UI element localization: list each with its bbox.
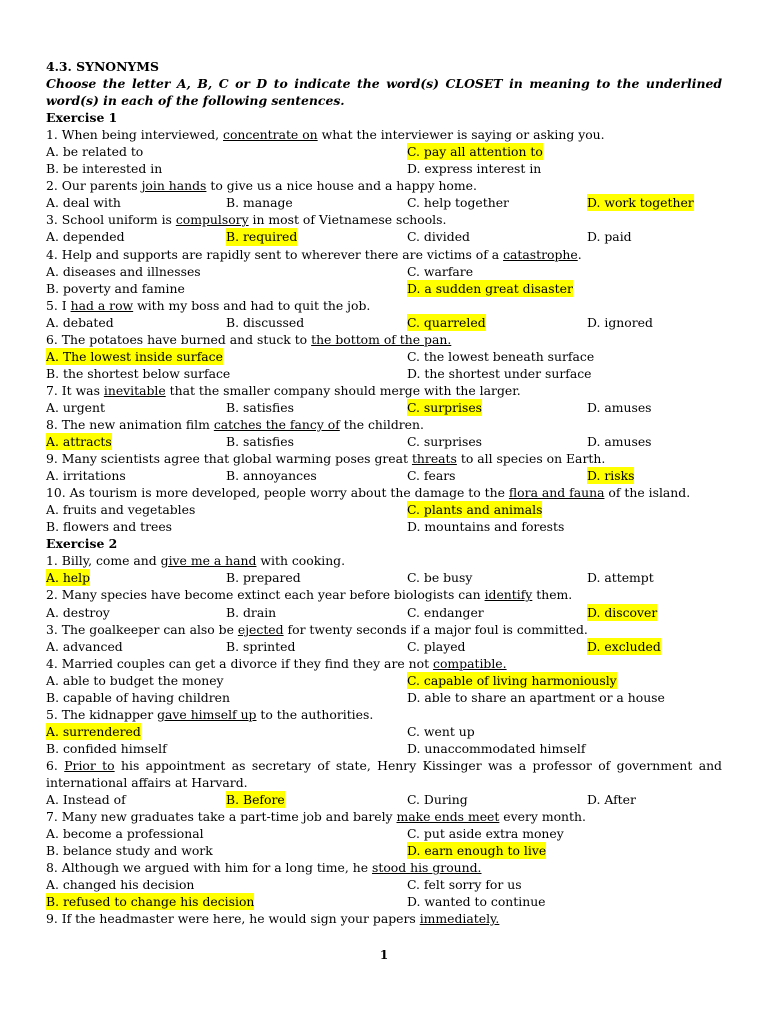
question-text [46, 859, 722, 876]
question-text [46, 416, 722, 433]
answer-option: D. amuses [587, 434, 652, 450]
answer-option: A. fruits and vegetables [46, 502, 196, 518]
answer-option: A. deal with [46, 195, 121, 211]
underlined-phrase: gave himself up [157, 706, 257, 722]
options-row [46, 842, 722, 859]
question-stem: 5. I [46, 297, 71, 313]
document-page [46, 58, 722, 927]
question-stem: 1. When being interviewed, [46, 127, 224, 143]
options-row [46, 791, 722, 808]
answer-option-highlighted: D. a sudden great disaster [407, 280, 573, 296]
answer-option: A. urgent [46, 399, 105, 415]
question-stem: 4. Help and supports are rapidly sent to wherever there are victims of a [46, 246, 504, 262]
options-row [46, 467, 722, 484]
answer-option: B. confided himself [46, 740, 167, 756]
options-row [46, 365, 722, 382]
question-text [46, 621, 722, 638]
question-stem-end: to give us a nice house and a happy home. [206, 178, 477, 194]
question-stem-end: with my boss and had to quit the job. [133, 297, 371, 313]
answer-option: C. help together [407, 195, 509, 211]
answer-option: D. amuses [587, 399, 652, 415]
question-stem: 8. Although we argued with him for a long time, he [46, 860, 372, 876]
options-row [46, 194, 722, 211]
answer-option-highlighted: D. earn enough to live [407, 843, 547, 859]
question-stem: 2. Our parents [46, 178, 142, 194]
underlined-phrase: identify [484, 587, 533, 603]
question-stem: 5. The kidnapper [46, 706, 158, 722]
question-stem: 3. School uniform is [46, 212, 176, 228]
question-stem: 6. The potatoes have burned and stuck to [46, 331, 312, 347]
answer-option: D. mountains and forests [407, 519, 565, 535]
question-stem-end: for twenty seconds if a major foul is committed. [283, 621, 588, 637]
answer-option-highlighted: A. surrendered [46, 723, 141, 739]
question-stem-end: to all species on Earth. [456, 451, 606, 467]
answer-option-highlighted: A. The lowest inside surface [46, 348, 223, 364]
question-text [46, 910, 722, 927]
underlined-phrase: the bottom of the pan. [311, 331, 452, 347]
answer-option: D. express interest in [407, 161, 542, 177]
answer-option-highlighted: B. required [226, 229, 298, 245]
answer-option: D. the shortest under surface [407, 365, 592, 381]
options-row [46, 314, 722, 331]
answer-option: C. be busy [407, 570, 473, 586]
question-stem-end: . [577, 246, 582, 262]
answer-option: B. annoyances [226, 468, 317, 484]
question-stem-end: his appointment as secretary of state, Henry Kissinger was a professor of government and international affairs at Harvard. [46, 757, 722, 790]
section-heading: 4.3. SYNONYMS [46, 59, 159, 74]
answer-option: B. satisfies [226, 399, 294, 415]
question-text [46, 586, 722, 603]
answer-option: A. become a professional [46, 826, 204, 842]
question-stem-end: what the interviewer is saying or asking you. [317, 127, 605, 143]
underlined-phrase: flora and fauna [508, 485, 605, 501]
options-row [46, 280, 722, 297]
answer-option: D. ignored [587, 314, 653, 330]
answer-option-highlighted: D. risks [587, 468, 635, 484]
question-stem: 7. It was [46, 382, 104, 398]
underlined-phrase: catches the fancy of [213, 416, 340, 432]
question-stem: 1. Billy, come and [46, 553, 161, 569]
answer-option: B. sprinted [226, 638, 296, 654]
answer-option-highlighted: D. discover [587, 604, 658, 620]
options-row [46, 228, 722, 245]
options-row [46, 433, 722, 450]
answer-option-highlighted: D. work together [587, 195, 694, 211]
question-text [46, 331, 722, 348]
exercise-title: Exercise 1 [46, 110, 118, 126]
question-text [46, 246, 722, 263]
question-text [46, 484, 722, 501]
answer-option-highlighted: A. attracts [46, 434, 112, 450]
question-stem: 3. The goalkeeper can also be [46, 621, 238, 637]
instruction-text: Choose the letter A, B, C or D to indicate the word(s) CLOSET in meaning to the underlined word(s) in each of the following sentences. [46, 76, 722, 109]
answer-option-highlighted: C. quarreled [407, 314, 486, 330]
question-stem: 9. Many scientists agree that global warming poses great [46, 451, 412, 467]
underlined-phrase: ejected [237, 621, 284, 637]
answer-option: C. surprises [407, 434, 483, 450]
answer-option: C. endanger [407, 604, 484, 620]
answer-option: A. advanced [46, 638, 123, 654]
options-row [46, 501, 722, 518]
options-row [46, 160, 722, 177]
answer-option: B. capable of having children [46, 689, 230, 705]
question-stem-end: in most of Vietnamese schools. [248, 212, 447, 228]
answer-option: D. After [587, 792, 636, 808]
answer-option: C. fears [407, 468, 456, 484]
answer-option: D. unaccommodated himself [407, 740, 586, 756]
answer-option: B. satisfies [226, 434, 294, 450]
underlined-phrase: compatible. [433, 655, 507, 671]
underlined-phrase: give me a hand [160, 553, 257, 569]
answer-option: D. attempt [587, 570, 654, 586]
answer-option: C. put aside extra money [407, 826, 564, 842]
underlined-phrase: had a row [70, 297, 134, 313]
underlined-phrase: catastrophe [503, 246, 578, 262]
underlined-phrase: immediately. [419, 911, 500, 927]
answer-option: D. able to share an apartment or a house [407, 689, 665, 705]
question-text [46, 450, 722, 467]
options-row [46, 348, 722, 365]
question-stem-end: the children. [339, 416, 424, 432]
answer-option: A. changed his decision [46, 877, 195, 893]
question-text [46, 655, 722, 672]
question-stem: 6. [46, 757, 65, 773]
question-stem: 10. As tourism is more developed, people worry about the damage to the [46, 485, 509, 501]
answer-option: B. manage [226, 195, 293, 211]
question-stem: 8. The new animation film [46, 416, 214, 432]
question-text [46, 297, 722, 314]
answer-option: D. wanted to continue [407, 894, 546, 910]
answer-option-highlighted: C. surprises [407, 399, 483, 415]
answer-option-highlighted: B. Before [226, 792, 285, 808]
question-text [46, 126, 722, 143]
answer-option: A. irritations [46, 468, 126, 484]
question-text [46, 177, 722, 194]
underlined-phrase: make ends meet [396, 809, 500, 825]
question-stem-end: every month. [499, 809, 586, 825]
answer-option: C. felt sorry for us [407, 877, 522, 893]
underlined-phrase: stood his ground. [371, 860, 482, 876]
underlined-phrase: compulsory [175, 212, 249, 228]
exercise-list [46, 109, 722, 927]
question-text [46, 706, 722, 723]
options-row [46, 143, 722, 160]
question-text [46, 808, 722, 825]
options-row [46, 689, 722, 706]
underlined-phrase: threats [411, 451, 457, 467]
options-row [46, 638, 722, 655]
page-number: 1 [379, 948, 389, 962]
answer-option: A. able to budget the money [46, 672, 224, 688]
question-stem-end: with cooking. [256, 553, 346, 569]
answer-option: D. paid [587, 229, 632, 245]
underlined-phrase: join hands [141, 178, 207, 194]
question-text [46, 382, 722, 399]
question-text [46, 552, 722, 569]
answer-option: B. belance study and work [46, 843, 213, 859]
answer-option-highlighted: C. plants and animals [407, 502, 543, 518]
options-row [46, 263, 722, 280]
answer-option: C. During [407, 792, 468, 808]
underlined-phrase: inevitable [103, 382, 166, 398]
options-row [46, 825, 722, 842]
options-row [46, 518, 722, 535]
question-stem-end: that the smaller company should merge with the larger. [165, 382, 521, 398]
answer-option: A. be related to [46, 144, 144, 160]
question-stem: 9. If the headmaster were here, he would sign your papers [46, 911, 420, 927]
answer-option: A. depended [46, 229, 125, 245]
answer-option-highlighted: D. excluded [587, 638, 661, 654]
answer-option: A. Instead of [46, 792, 126, 808]
question-stem: 7. Many new graduates take a part-time job and barely [46, 809, 397, 825]
options-row [46, 569, 722, 586]
answer-option: B. poverty and famine [46, 280, 185, 296]
answer-option: C. the lowest beneath surface [407, 348, 595, 364]
options-row [46, 723, 722, 740]
exercise-title: Exercise 2 [46, 536, 118, 552]
answer-option: A. destroy [46, 604, 110, 620]
answer-option-highlighted: C. pay all attention to [407, 144, 543, 160]
underlined-phrase: Prior to [64, 757, 115, 773]
answer-option: C. warfare [407, 263, 474, 279]
answer-option: C. divided [407, 229, 470, 245]
underlined-phrase: concentrate on [223, 127, 318, 143]
answer-option-highlighted: B. refused to change his decision [46, 894, 255, 910]
options-row [46, 893, 722, 910]
question-text [46, 757, 722, 791]
question-stem: 2. Many species have become extinct each year before biologists can [46, 587, 485, 603]
answer-option: B. flowers and trees [46, 519, 173, 535]
answer-option: A. debated [46, 314, 114, 330]
answer-option: A. diseases and illnesses [46, 263, 201, 279]
answer-option: C. played [407, 638, 466, 654]
options-row [46, 399, 722, 416]
answer-option: B. discussed [226, 314, 305, 330]
question-stem-end: of the island. [604, 485, 691, 501]
answer-option: B. drain [226, 604, 277, 620]
question-text [46, 211, 722, 228]
answer-option-highlighted: C. capable of living harmoniously [407, 672, 617, 688]
question-stem-end: them. [532, 587, 573, 603]
answer-option: B. the shortest below surface [46, 365, 231, 381]
question-stem-end: to the authorities. [256, 706, 374, 722]
answer-option: C. went up [407, 723, 475, 739]
options-row [46, 604, 722, 621]
answer-option-highlighted: A. help [46, 570, 91, 586]
options-row [46, 740, 722, 757]
options-row [46, 672, 722, 689]
question-stem: 4. Married couples can get a divorce if they find they are not [46, 655, 433, 671]
answer-option: B. be interested in [46, 161, 163, 177]
options-row [46, 876, 722, 893]
answer-option: B. prepared [226, 570, 301, 586]
